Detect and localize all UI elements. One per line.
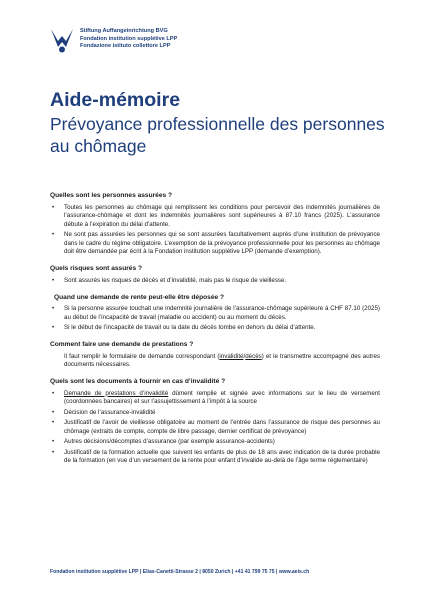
list-insured-risks [50, 277, 380, 286]
document-body [50, 191, 380, 468]
list-item: • Si le début de l’incapacité de travail ou la date du décès tombe en dehors du délai d’attente. [50, 324, 380, 333]
list-item [50, 390, 380, 407]
org-name-french: Fondation institution supplétive LPP [80, 35, 178, 42]
question-documents-invalidity: Quels sont les documents à fournir en cas d’invalidité ? [50, 378, 226, 385]
death-form-link[interactable]: décès [245, 352, 262, 360]
org-name-german: Stiftung Auffangeinrichtung BVG [80, 28, 168, 34]
document-subtitle: Prévoyance professionnelle des personnes au chômage [50, 114, 385, 156]
list-item: • Sont assurés les risques de décès et d’invalidité, mais pas le risque de vieillesse. [50, 277, 380, 286]
list-item: • Justificatif de la formation actuelle que suivent les enfants de plus de 18 ans avec indication de la durée probable de la formation (en vue d’un versement de la rente pour enfant d’invalide au-delà de l’âge terme réglementaire) [50, 449, 380, 466]
text-segment: dûment remplie et signée avec informations sur le lieu de versement (coordonnées bancaires) et sur l’assujettissement à l’impôt à la source [64, 389, 381, 405]
question-how-to-apply: Comment faire une demande de prestations ? [50, 341, 194, 348]
invalidity-benefit-request-link[interactable]: Demande de prestations d’invalidité [64, 389, 169, 397]
invalidity-form-link[interactable]: invalidité [219, 352, 244, 360]
list-item: • Toutes les personnes au chômage qui remplissent les conditions pour percevoir des indemnités journalières de l’assurance-chômage et dont les indemnités journalières sont supérieures à 87.10 francs (2025). L’assurance débute à l’expiration du délai d’attente. [50, 204, 380, 230]
question-pension-request: Quand une demande de rente peut-elle être déposée ? [54, 293, 225, 301]
text-separator: / [243, 352, 246, 360]
list-item: • Autres décisions/décomptes d’assurance (par exemple assurance-accidents) [50, 438, 380, 447]
how-to-apply-text [50, 353, 380, 370]
page-footer: Fondation institution supplétive LPP | Elias-Canetti-Strasse 2 | 8050 Zurich | +41 41 799 75 75 | www.aeis.ch [50, 569, 310, 575]
question-insured-risks: Quels risques sont assurés ? [50, 265, 142, 272]
organization-names [80, 28, 280, 51]
document-title: Aide-mémoire [50, 89, 181, 111]
list-pension-request [50, 305, 380, 333]
list-item: • Justificatif de l’avoir de vieillesse obligatoire au moment de l’entrée dans l’assurance de risque des personnes au chômage (extraits de compte, compte de libre passage, dernier certificat de prévoyance) [50, 419, 380, 436]
text-segment: ) et le transmettre accompagné des autres documents nécessaires. [64, 352, 381, 368]
question-insured-persons: Quelles sont les personnes assurées ? [50, 192, 173, 199]
list-item: • Ne sont pas assurées les personnes qui se sont assurées facultativement auprès d’une institution de prévoyance dans le cadre du régime obligatoire. L’exemption de la prévoyance professionnelle pour les personnes au chômage doit être demandée par écrit à la Fondation institution supplétive LPP (demande d’exemption). [50, 231, 380, 257]
org-name-italian: Fondazione istituto collettore LPP [80, 43, 171, 50]
list-insured-persons [50, 204, 380, 257]
text-segment: Il faut remplir le formulaire de demande correspondant ( [64, 352, 220, 360]
list-item: • Si la personne assurée touchait une indemnité journalière de l’assurance-chômage supérieure à CHF 87.10 (2025) au début de l’incapacité de travail (maladie ou accident) ou au moment du décès. [50, 305, 380, 322]
person-figure-icon [50, 27, 74, 53]
list-item: • Décision de l’assurance-invalidité [50, 409, 380, 418]
list-documents-invalidity [50, 390, 380, 466]
